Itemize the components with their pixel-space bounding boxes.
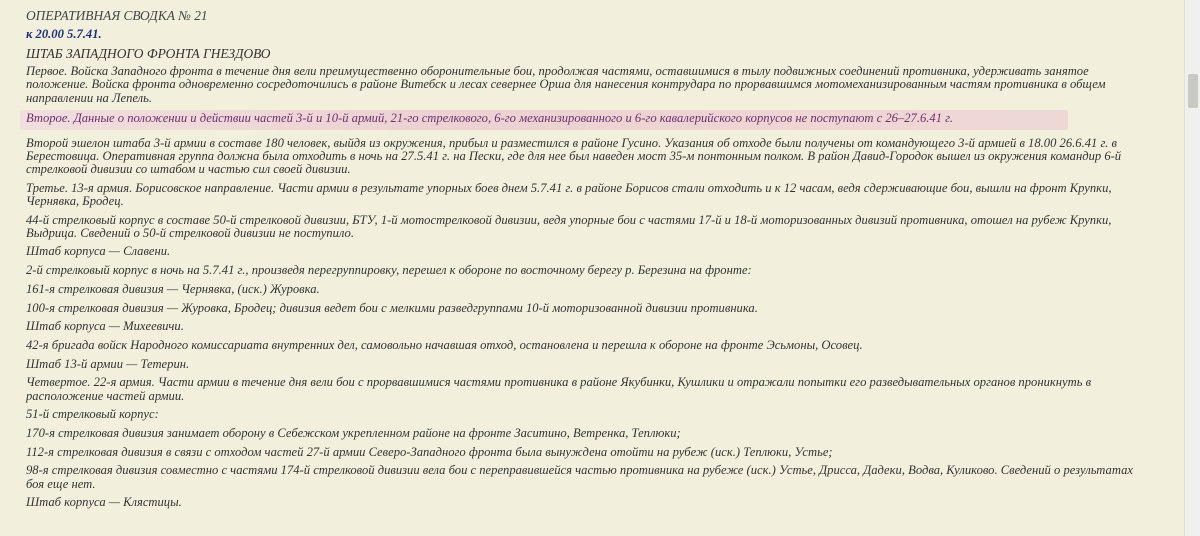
paragraph-first: Первое. Войска Западного фронта в течение дня вели преимущественно оборонительные бои, продолжая частями, оставшимися в тылу подвижных соединений противника, удерживать занятое положение. Войска фронта одновременно сосредоточились в районе Витебск и лесах севернее Орша для нанесения контрудара по прорвавшимся мотомеханизированным частям противника в общем направлении на Лепель. xyxy=(26,64,1106,105)
paragraph-fourth: Четвертое. 22-я армия. Части армии в течение дня вели бои с прорвавшимися частями противника в районе Якубинки, Кушлики и отражали попытки его разведывательных органов проникнуть в расположение частей армии. xyxy=(26,375,1092,403)
paragraph-100th-division: 100-я стрелковая дивизия — Журовка, Бродец; дивизия ведет бои с мелкими разведгруппами 10-й моторизованной дивизии противника. xyxy=(26,300,758,315)
paragraph-112th-division: 112-я стрелковая дивизия в связи с отходом частей 27-й армии Северо-Западного фронта была вынуждена отойти на рубеж (иск.) Теплюки, Устье; xyxy=(26,444,833,459)
paragraph-44th-corps: 44-й стрелковый корпус в составе 50-й стрелковой дивизии, БТУ, 1-й мотострелковой дивизии, ведя упорные бои с частями 17-й и 18-й моторизованных дивизий противника, отошел на рубеж Крупки, Выдрица. Сведений о 50-й стрелковой дивизии не поступило. xyxy=(26,212,1112,240)
paragraph-170th-division: 170-я стрелковая дивизия занимает оборону в Себежском укрепленном районе на фронте Заситино, Ветренка, Теплюки; xyxy=(26,425,681,440)
paragraph-hq-13th-army: Штаб 13-й армии — Тетерин. xyxy=(26,356,190,371)
paragraph-2nd-corps: 2-й стрелковый корпус в ночь на 5.7.41 г., произведя перегруппировку, перешел к обороне по восточному берегу р. Березина на фронте: xyxy=(26,263,752,278)
paragraph-161st-division: 161-я стрелковая дивизия — Чернявка, (иск.) Журовка. xyxy=(26,281,320,296)
paragraph-hq-klyastitsy: Штаб корпуса — Клястицы. xyxy=(26,495,182,510)
scrollbar-thumb[interactable] xyxy=(1188,74,1198,108)
paragraph-42nd-brigade: 42-я бригада войск Народного комиссариата внутренних дел, самовольно начавшая отход, остановлена и перешла к обороне на фронте Эсьмоны, Осовец. xyxy=(26,337,863,352)
paragraph-3rd-army: Второй эшелон штаба 3-й армии в составе 180 человек, выйдя из окружения, прибыл и разместился в районе Гусино. Указания об отходе были получены от командующего 3-й армией в 18.00 26.6.41 г. в Берестовица. Оперативная группа должна была отходить в ночь на 27.5.41 г. на Пески, где для нее был наведен мост 35-м понтонным полком. В район Давид-Городок вышел из окружения командир 6-й стрелковой дивизии со штабом и частью сил своей дивизии. xyxy=(26,135,1122,176)
headquarters-line: ШТАБ ЗАПАДНОГО ФРОНТА ГНЕЗДОВО xyxy=(26,46,271,62)
report-date: к 20.00 5.7.41. xyxy=(26,27,102,41)
paragraph-98th-division: 98-я стрелковая дивизия совместно с частями 174-й стрелковой дивизии вела бои с переправившейся частью противника на рубеже (иск.) Устье, Дрисса, Дадеки, Водва, Куликово. Сведений о результатах боя еще нет. xyxy=(26,463,1133,491)
vertical-scrollbar[interactable] xyxy=(1184,0,1200,536)
document-title: ОПЕРАТИВНАЯ СВОДКА № 21 xyxy=(26,8,208,23)
highlighted-block xyxy=(20,110,1068,129)
paragraph-hq-mikheevichi: Штаб корпуса — Михеевичи. xyxy=(26,319,184,334)
paragraph-51st-corps: 51-й стрелковый корпус: xyxy=(26,407,159,422)
paragraph-third: Третье. 13-я армия. Борисовское направление. Части армии в результате упорных боев днем 5.7.41 г. в районе Борисов стали отходить и к 12 часам, ведя сдерживающие бои, вышли на фронт Крупки, Чернявка, Бродец. xyxy=(26,180,1112,208)
paragraph-hq-slaveni: Штаб корпуса — Славени. xyxy=(26,244,171,259)
paragraph-second-highlighted: Второе. Данные о положении и действии частей 3-й и 10-й армий, 21-го стрелкового, 6-го механизированного и 6-го кавалерийского корпусов не поступают с 26–27.6.41 г. xyxy=(26,111,954,126)
